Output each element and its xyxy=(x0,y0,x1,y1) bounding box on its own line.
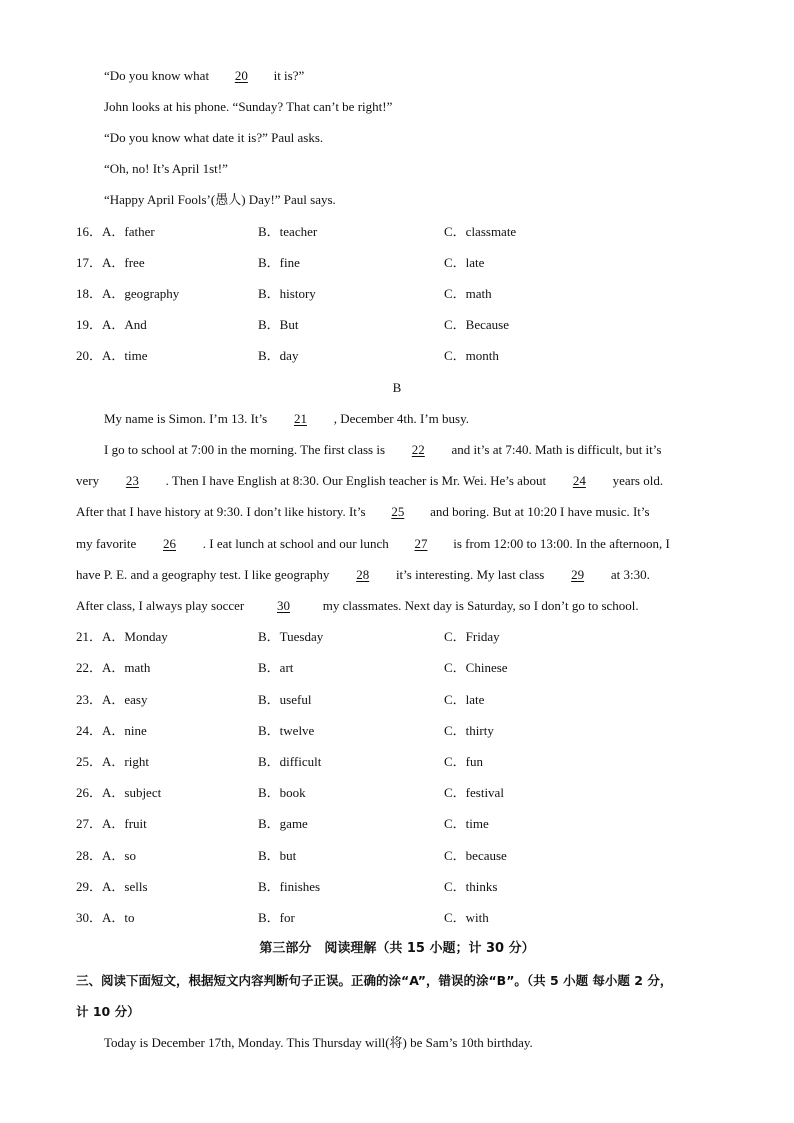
passage-line: John looks at his phone. “Sunday? That can’t be right!” xyxy=(104,99,393,114)
question-29-option-b: B．finishes xyxy=(258,879,321,894)
question-26-option-a: 26．A．subject xyxy=(76,785,162,800)
question-24-option-b: B．twelve xyxy=(258,723,315,738)
text-segment: . Then I have English at 8:30. Our English teacher is Mr. Wei. He’s about xyxy=(165,473,550,488)
question-18-option-a: 18．A．geography xyxy=(76,286,180,301)
text-segment: After class, I always play soccer xyxy=(76,598,248,613)
passage-line: “Oh, no! It’s April 1st!” xyxy=(104,161,228,176)
text-segment: it’s interesting. My last class xyxy=(395,567,548,582)
question-30-option-b: B．for xyxy=(258,910,295,925)
text-segment: and it’s at 7:40. Math is difficult, but it’s xyxy=(451,442,662,457)
blank-23: 23 xyxy=(125,473,139,488)
text-segment: it is?” xyxy=(273,68,305,83)
blank-20: 20 xyxy=(234,68,248,83)
question-16-option-c: C．classmate xyxy=(444,224,517,239)
question-22-option-c: C．Chinese xyxy=(444,660,508,675)
blank-28: 28 xyxy=(356,567,370,582)
question-21-option-c: C．Friday xyxy=(444,629,500,644)
question-25-option-b: B．difficult xyxy=(258,754,322,769)
question-20-option-c: C．month xyxy=(444,348,499,363)
blank-24: 24 xyxy=(572,473,586,488)
question-23-option-a: 23．A．easy xyxy=(76,692,148,707)
blank-29: 29 xyxy=(571,567,585,582)
question-25-option-c: C．fun xyxy=(444,754,484,769)
passage-line xyxy=(76,473,663,489)
question-23-option-b: B．useful xyxy=(258,692,312,707)
blank-26: 26 xyxy=(163,536,177,551)
text-segment: have P. E. and a geography test. I like geography xyxy=(76,567,333,582)
text-segment: my favorite xyxy=(76,536,140,551)
question-19-option-a: 19．A．And xyxy=(76,317,147,332)
passage-line xyxy=(76,567,650,583)
passage-line xyxy=(76,504,650,520)
question-19-option-b: B．But xyxy=(258,317,299,332)
question-23-option-c: C．late xyxy=(444,692,485,707)
question-19-option-c: C．Because xyxy=(444,317,509,332)
part-3-instructions: 三、阅读下面短文，根据短文内容判断句子正误。正确的涂“A”，错误的涂“B”。（共 5 小题 每小题 2 分， xyxy=(76,973,673,988)
question-17-option-b: B．fine xyxy=(258,255,300,270)
question-25-option-a: 25．A．right xyxy=(76,754,149,769)
question-27-option-c: C．time xyxy=(444,816,489,831)
blank-30: 30 xyxy=(276,598,290,613)
text-segment: . I eat lunch at school and our lunch xyxy=(202,536,392,551)
question-30-option-a: 30．A．to xyxy=(76,910,135,925)
passage-line xyxy=(76,536,670,552)
question-29-option-c: C．thinks xyxy=(444,879,498,894)
text-segment: years old. xyxy=(612,473,664,488)
question-20-option-a: 20．A．time xyxy=(76,348,148,363)
blank-22: 22 xyxy=(411,442,425,457)
question-18-option-b: B．history xyxy=(258,286,316,301)
section-b-heading: B xyxy=(392,380,402,395)
passage-line xyxy=(104,411,469,427)
text-segment: is from 12:00 to 13:00. In the afternoon, I xyxy=(453,536,670,551)
question-28-option-a: 28．A．so xyxy=(76,848,136,863)
question-24-option-c: C．thirty xyxy=(444,723,494,738)
blank-25: 25 xyxy=(391,504,405,519)
text-segment: “Do you know what xyxy=(104,68,213,83)
question-17-option-a: 17．A．free xyxy=(76,255,145,270)
question-21-option-a: 21．A．Monday xyxy=(76,629,168,644)
question-18-option-c: C．math xyxy=(444,286,492,301)
question-30-option-c: C．with xyxy=(444,910,489,925)
text-segment: , December 4th. I’m busy. xyxy=(333,411,469,426)
blank-27: 27 xyxy=(414,536,428,551)
question-26-option-c: C．festival xyxy=(444,785,504,800)
question-28-option-b: B．but xyxy=(258,848,297,863)
text-segment: After that I have history at 9:30. I don’t like history. It’s xyxy=(76,504,369,519)
question-16-option-a: 16．A．father xyxy=(76,224,155,239)
question-20-option-b: B．day xyxy=(258,348,299,363)
question-24-option-a: 24．A．nine xyxy=(76,723,147,738)
text-segment: at 3:30. xyxy=(610,567,650,582)
passage-line xyxy=(76,598,639,614)
question-27-option-a: 27．A．fruit xyxy=(76,816,147,831)
question-26-option-b: B．book xyxy=(258,785,306,800)
question-21-option-b: B．Tuesday xyxy=(258,629,324,644)
question-28-option-c: C．because xyxy=(444,848,507,863)
part-3-title: 第三部分 阅读理解（共 15 小题；计 30 分） xyxy=(259,941,535,956)
passage-line xyxy=(104,68,304,84)
passage-line: “Happy April Fools’(愚人) Day!” Paul says. xyxy=(104,192,336,207)
question-16-option-b: B．teacher xyxy=(258,224,318,239)
passage-line: Today is December 17th, Monday. This Thursday will(将) be Sam’s 10th birthday. xyxy=(104,1035,533,1050)
blank-21: 21 xyxy=(293,411,307,426)
question-29-option-a: 29．A．sells xyxy=(76,879,148,894)
question-17-option-c: C．late xyxy=(444,255,485,270)
text-segment: very xyxy=(76,473,103,488)
text-segment: my classmates. Next day is Saturday, so I don’t go to school. xyxy=(322,598,639,613)
passage-line: “Do you know what date it is?” Paul asks. xyxy=(104,130,324,145)
question-22-option-a: 22．A．math xyxy=(76,660,151,675)
question-22-option-b: B．art xyxy=(258,660,294,675)
question-27-option-b: B．game xyxy=(258,816,308,831)
passage-line xyxy=(104,442,661,458)
text-segment: and boring. But at 10:20 I have music. It’s xyxy=(430,504,650,519)
part-3-instructions-cont: 计 10 分） xyxy=(76,1004,140,1019)
text-segment: My name is Simon. I’m 13. It’s xyxy=(104,411,271,426)
text-segment: I go to school at 7:00 in the morning. The first class is xyxy=(104,442,389,457)
